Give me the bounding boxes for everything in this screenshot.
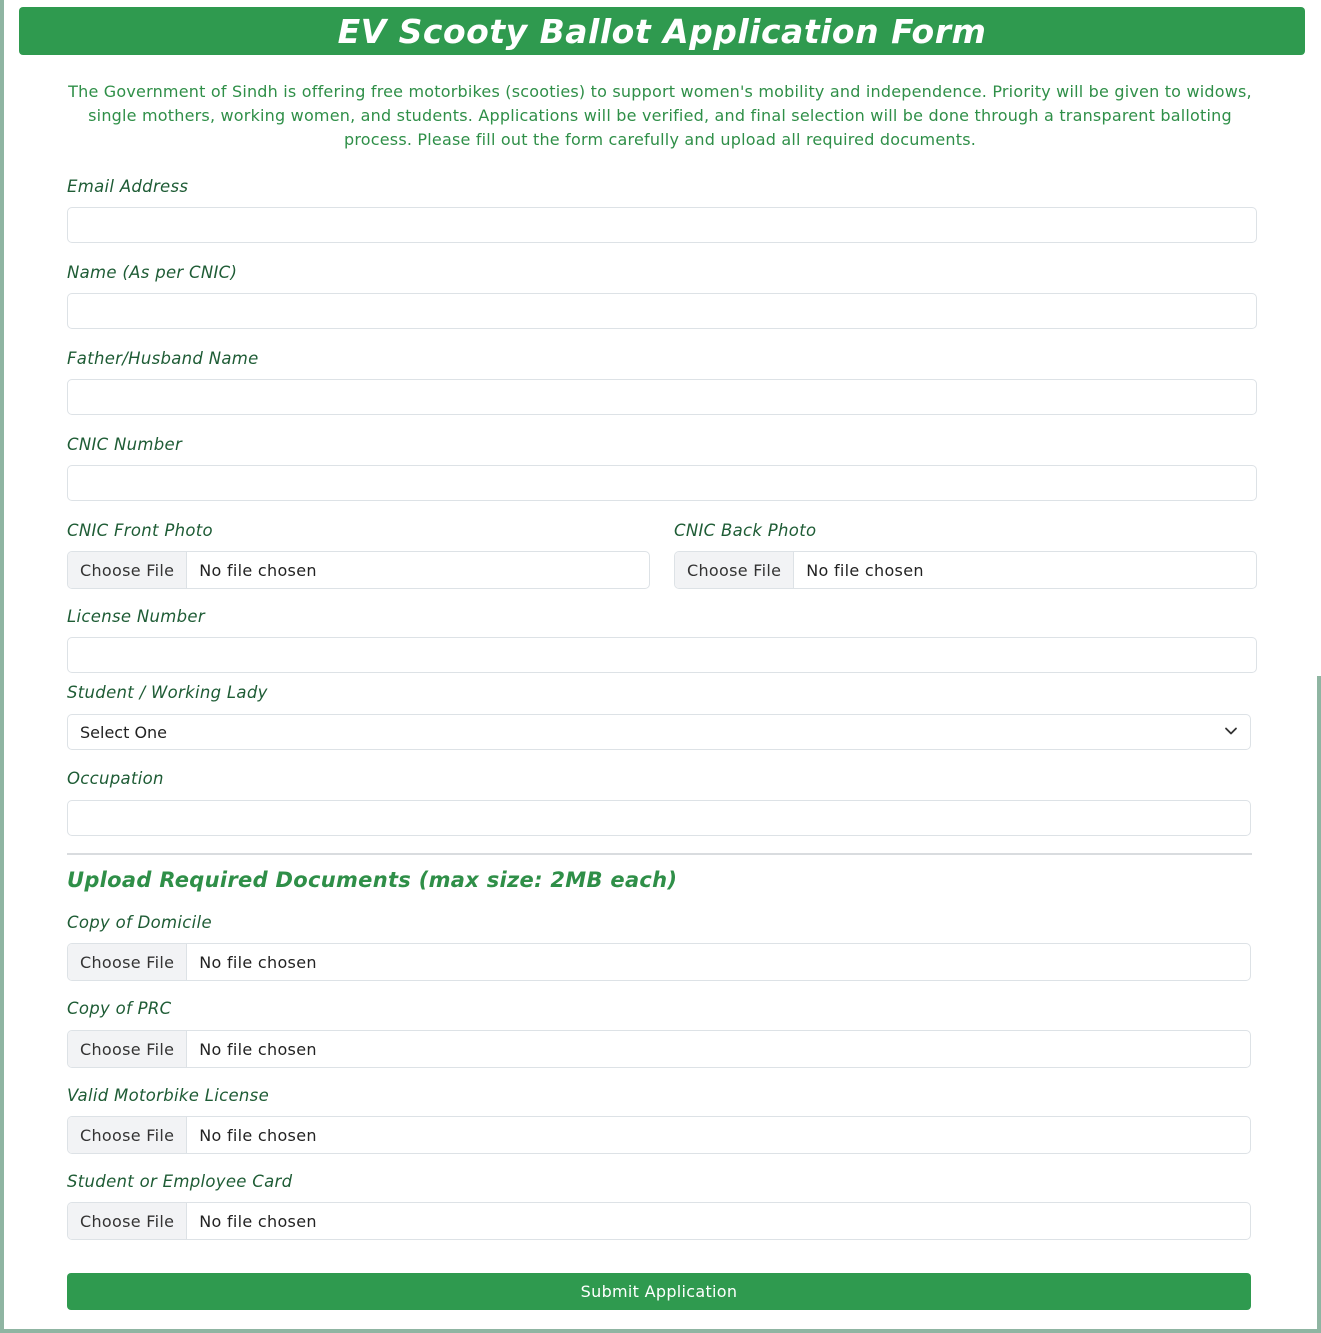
intro-text: The Government of Sindh is offering free motorbikes (scooties) to support women's mobility and independence. Priority will be given to widows, single mothers, working women, and students. Applications will be verified, and final selection will be done through a transparent balloting process. Please fill out the form carefully and upload all required documents. xyxy=(68,82,1252,149)
cnic-front-label: CNIC Front Photo xyxy=(67,521,213,540)
prc-label: Copy of PRC xyxy=(67,999,172,1018)
category-label: Student / Working Lady xyxy=(67,683,268,702)
window-frame-left xyxy=(0,0,4,1333)
category-select[interactable] xyxy=(67,714,1251,750)
student-employee-card-label: Student or Employee Card xyxy=(67,1172,293,1191)
cnic-number-label: CNIC Number xyxy=(67,435,183,454)
student-employee-card-choose-button[interactable]: Choose File xyxy=(68,1203,187,1239)
name-label: Name (As per CNIC) xyxy=(67,263,238,282)
domicile-label: Copy of Domicile xyxy=(67,913,212,932)
motorbike-license-label: Valid Motorbike License xyxy=(67,1086,270,1105)
cnic-back-choose-button[interactable]: Choose File xyxy=(675,552,794,588)
license-number-label: License Number xyxy=(67,607,205,626)
section-divider xyxy=(67,853,1252,855)
prc-choose-button[interactable]: Choose File xyxy=(68,1031,187,1067)
prc-file-status: No file chosen xyxy=(199,1039,317,1059)
cnic-back-label: CNIC Back Photo xyxy=(674,521,817,540)
cnic-back-file-status: No file chosen xyxy=(806,560,924,580)
category-selected-value: Select One xyxy=(80,722,168,742)
chevron-down-icon xyxy=(1224,723,1238,742)
guardian-name-input[interactable] xyxy=(67,379,1257,415)
name-input[interactable] xyxy=(67,293,1257,329)
cnic-front-file-status: No file chosen xyxy=(199,560,317,580)
submit-application-button[interactable]: Submit Application xyxy=(67,1273,1251,1310)
form-title: EV Scooty Ballot Application Form xyxy=(19,7,1305,55)
student-employee-card-file-input[interactable] xyxy=(67,1202,1251,1240)
window-frame-right xyxy=(1317,676,1321,1333)
cnic-front-choose-button[interactable]: Choose File xyxy=(68,552,187,588)
window-frame-bottom xyxy=(0,1329,1321,1333)
student-employee-card-file-status: No file chosen xyxy=(199,1211,317,1231)
documents-heading: Upload Required Documents (max size: 2MB each) xyxy=(67,868,678,892)
cnic-number-input[interactable] xyxy=(67,465,1257,501)
email-label: Email Address xyxy=(67,177,189,196)
domicile-choose-button[interactable]: Choose File xyxy=(68,944,187,980)
cnic-back-file-input[interactable] xyxy=(674,551,1257,589)
motorbike-license-choose-button[interactable]: Choose File xyxy=(68,1117,187,1153)
domicile-file-status: No file chosen xyxy=(199,952,317,972)
occupation-label: Occupation xyxy=(67,769,164,788)
guardian-name-label: Father/Husband Name xyxy=(67,349,259,368)
motorbike-license-file-status: No file chosen xyxy=(199,1125,317,1145)
cnic-front-file-input[interactable] xyxy=(67,551,650,589)
license-number-input[interactable] xyxy=(67,637,1257,673)
prc-file-input[interactable] xyxy=(67,1030,1251,1068)
occupation-input[interactable] xyxy=(67,800,1251,836)
motorbike-license-file-input[interactable] xyxy=(67,1116,1251,1154)
domicile-file-input[interactable] xyxy=(67,943,1251,981)
email-input[interactable] xyxy=(67,207,1257,243)
